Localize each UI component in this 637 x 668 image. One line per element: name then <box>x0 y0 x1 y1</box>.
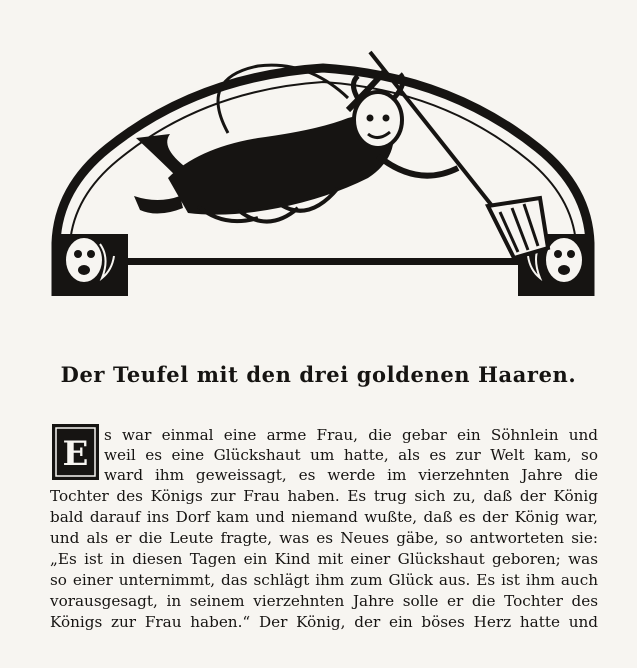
text-line-3: ward ihm geweissagt, es werde im vierzehnten Jahre die <box>104 466 598 484</box>
text-line-7: „Es ist in diesen Tagen ein Kind mit einer Glückshaut geboren; was <box>50 550 598 568</box>
drop-cap-letter: E <box>62 434 89 474</box>
text-line-10: Königs zur Frau haben.“ Der König, der ein böses Herz hatte und <box>50 613 598 631</box>
left-corner-mask <box>54 234 128 296</box>
devil-arch-illustration <box>48 38 598 300</box>
arch-base-bar <box>126 258 520 265</box>
page-title: Der Teufel mit den drei goldenen Haaren. <box>60 362 577 387</box>
text-line-6: und als er die Leute fragte, was es Neues gäbe, so antworteten sie: <box>50 529 598 547</box>
text-line-8: so einer unternimmt, das schlägt ihm zum Glück aus. Es ist ihm auch <box>50 571 598 589</box>
text-line-1: s war einmal eine arme Frau, die gebar ein Söhnlein und <box>104 426 598 444</box>
text-line-2: weil es eine Glückshaut um hatte, als es zur Welt kam, so <box>104 446 598 464</box>
text-line-9: vorausgesagt, in seinem vierzehnten Jahre solle er die Tochter des <box>50 592 598 610</box>
text-line-5: bald darauf ins Dorf kam und niemand wußte, daß es der König war, <box>50 508 598 526</box>
text-line-4: Tochter des Königs zur Frau haben. Es trug sich zu, daß der König <box>50 487 598 505</box>
drop-cap-initial <box>52 424 99 480</box>
